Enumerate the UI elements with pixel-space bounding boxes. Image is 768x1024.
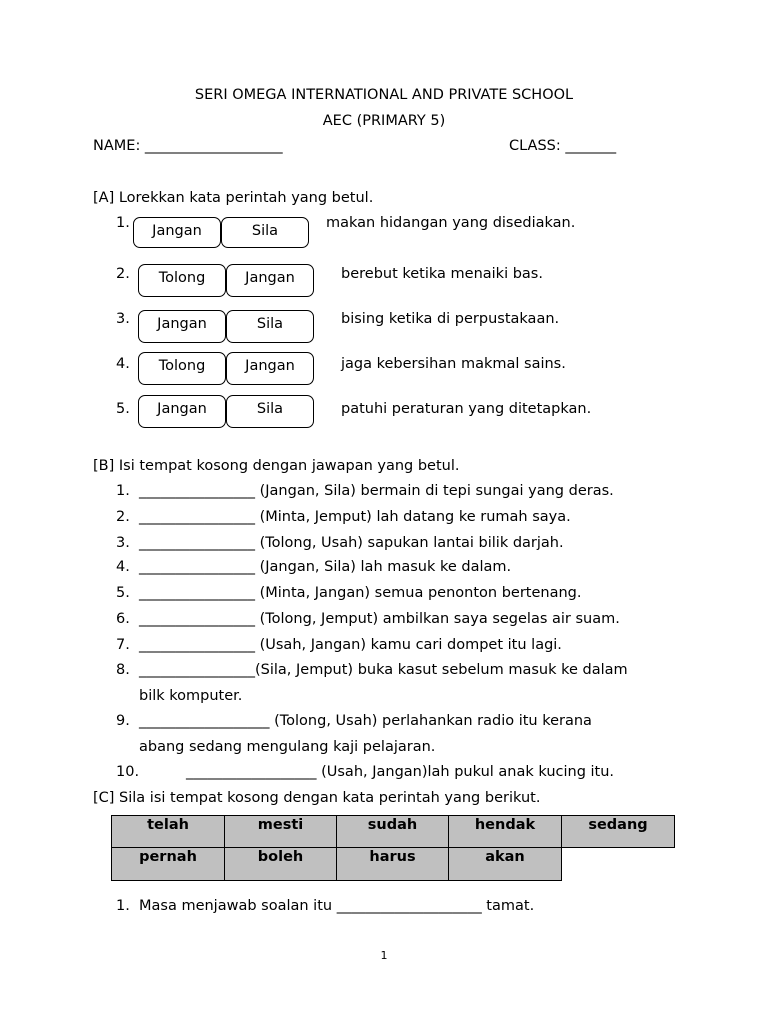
a-item-3-option-1[interactable] <box>138 310 226 343</box>
option-label: Jangan <box>157 316 207 332</box>
section-a-title: [A] Lorekkan kata perintah yang betul. <box>93 190 374 206</box>
word-cell-akan: akan <box>448 847 562 881</box>
a-item-2-option-2[interactable] <box>226 264 314 297</box>
option-label: Sila <box>251 223 279 239</box>
subject-title: AEC (PRIMARY 5) <box>322 113 446 129</box>
b-item-9-continuation: abang sedang mengulang kaji pelajaran. <box>139 739 436 755</box>
a-item-5-number: 5. <box>116 401 130 417</box>
page-number: 1 <box>380 949 388 962</box>
b-item-5-text: ________________ (Minta, Jangan) semua penonton bertenang. <box>139 585 582 601</box>
word-cell-boleh: boleh <box>224 847 337 881</box>
option-label: Sila <box>256 316 284 332</box>
section-b-title: [B] Isi tempat kosong dengan jawapan yang betul. <box>93 458 460 474</box>
option-label: Jangan <box>152 223 202 239</box>
b-item-8-continuation: bilk komputer. <box>139 688 243 704</box>
a-item-4-text: jaga kebersihan makmal sains. <box>341 356 566 372</box>
word-cell-sudah: sudah <box>336 815 449 848</box>
b-item-4-number: 4. <box>116 559 130 575</box>
word-cell-telah: telah <box>111 815 225 848</box>
b-item-3-text: ________________ (Tolong, Usah) sapukan lantai bilik darjah. <box>139 535 564 551</box>
name-field: NAME: ___________________ <box>93 138 283 154</box>
b-item-6-number: 6. <box>116 611 130 627</box>
a-item-1-option-1[interactable] <box>133 217 221 248</box>
a-item-1-option-2[interactable] <box>221 217 309 248</box>
a-item-1-number: 1. <box>116 215 130 231</box>
a-item-4-number: 4. <box>116 356 130 372</box>
school-title: SERI OMEGA INTERNATIONAL AND PRIVATE SCHOOL <box>194 87 574 103</box>
b-item-9-number: 9. <box>116 713 130 729</box>
a-item-2-text: berebut ketika menaiki bas. <box>341 266 543 282</box>
b-item-7-text: ________________ (Usah, Jangan) kamu cari dompet itu lagi. <box>139 637 562 653</box>
a-item-1-text: makan hidangan yang disediakan. <box>326 215 576 231</box>
option-label: Jangan <box>245 270 295 286</box>
a-item-5-text: patuhi peraturan yang ditetapkan. <box>341 401 592 417</box>
b-item-2-number: 2. <box>116 509 130 525</box>
b-item-4-text: ________________ (Jangan, Sila) lah masuk ke dalam. <box>139 559 512 575</box>
b-item-3-number: 3. <box>116 535 130 551</box>
a-item-3-text: bising ketika di perpustakaan. <box>341 311 560 327</box>
a-item-5-option-1[interactable] <box>138 395 226 428</box>
option-label: Tolong <box>158 270 206 286</box>
b-item-7-number: 7. <box>116 637 130 653</box>
a-item-4-option-1[interactable] <box>138 352 226 385</box>
b-item-5-number: 5. <box>116 585 130 601</box>
section-c-title: [C] Sila isi tempat kosong dengan kata perintah yang berikut. <box>93 790 541 806</box>
a-item-3-number: 3. <box>116 311 130 327</box>
word-cell-pernah: pernah <box>111 847 225 881</box>
a-item-3-option-2[interactable] <box>226 310 314 343</box>
class-field: CLASS: _______ <box>509 138 617 154</box>
c-item-1-text: Masa menjawab soalan itu ____________________ tamat. <box>139 898 535 914</box>
word-cell-harus: harus <box>336 847 449 881</box>
word-cell-hendak: hendak <box>448 815 562 848</box>
b-item-2-text: ________________ (Minta, Jemput) lah datang ke rumah saya. <box>139 509 571 525</box>
a-item-2-number: 2. <box>116 266 130 282</box>
b-item-1-number: 1. <box>116 483 130 499</box>
b-item-6-text: ________________ (Tolong, Jemput) ambilkan saya segelas air suam. <box>139 611 620 627</box>
b-item-10-number: 10. <box>116 764 140 780</box>
a-item-4-option-2[interactable] <box>226 352 314 385</box>
b-item-1-text: ________________ (Jangan, Sila) bermain di tepi sungai yang deras. <box>139 483 614 499</box>
word-cell-mesti: mesti <box>224 815 337 848</box>
word-cell-sedang: sedang <box>561 815 675 848</box>
b-item-10-text: __________________ (Usah, Jangan)lah pukul anak kucing itu. <box>186 764 615 780</box>
option-label: Jangan <box>157 401 207 417</box>
b-item-8-text: ________________(Sila, Jemput) buka kasut sebelum masuk ke dalam <box>139 662 628 678</box>
option-label: Jangan <box>245 358 295 374</box>
a-item-2-option-1[interactable] <box>138 264 226 297</box>
b-item-8-number: 8. <box>116 662 130 678</box>
b-item-9-text: __________________ (Tolong, Usah) perlahankan radio itu kerana <box>139 713 592 729</box>
option-label: Tolong <box>158 358 206 374</box>
option-label: Sila <box>256 401 284 417</box>
c-item-1-number: 1. <box>116 898 130 914</box>
a-item-5-option-2[interactable] <box>226 395 314 428</box>
